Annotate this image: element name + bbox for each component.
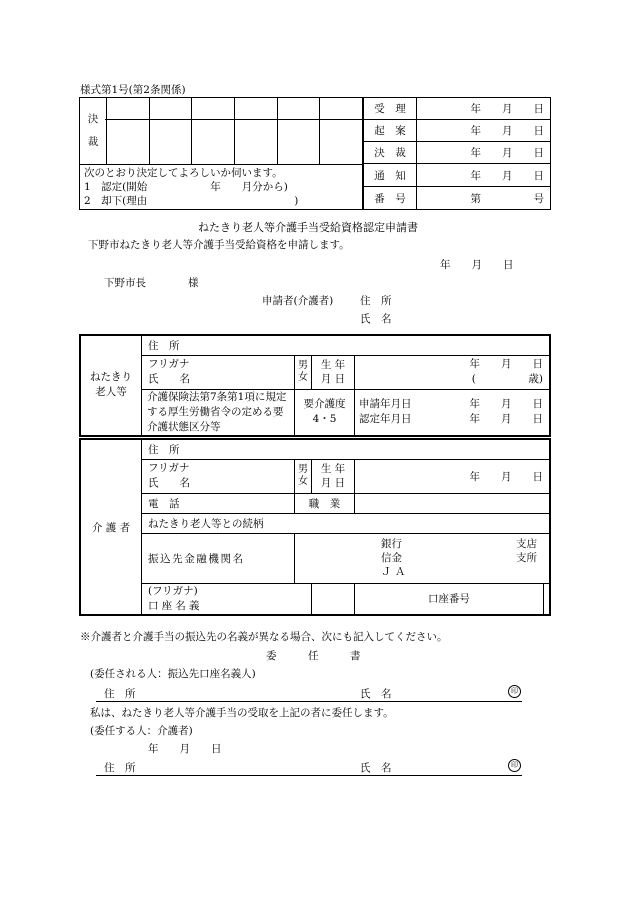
approval-stamp-cell[interactable] xyxy=(277,98,320,165)
delegator-underline[interactable] xyxy=(96,775,522,776)
seal-icon: 印 xyxy=(508,684,521,698)
caregiver-name[interactable]: フリガナ 氏 名 xyxy=(142,459,295,493)
caregiver-job-label: 職 業 xyxy=(295,493,355,513)
delegator-name-label: 氏 名 xyxy=(360,762,392,774)
receipt-date[interactable]: 年 月 日 xyxy=(417,98,551,120)
applicant-label: 申請者(介護者) xyxy=(262,295,334,307)
receipt-label: 受 理 xyxy=(364,98,417,120)
delegation-statement: 私は、ねたきり老人等介護手当の受取を上記の者に委任します。 xyxy=(90,707,394,719)
seal-icon: 印 xyxy=(508,758,521,772)
receipt-date[interactable]: 年 月 日 xyxy=(417,164,551,187)
account-name-extra[interactable] xyxy=(312,583,355,615)
approval-stamp-cell[interactable] xyxy=(106,98,149,165)
elderly-sex[interactable]: 男 女 xyxy=(295,355,312,389)
delegator-address-label: 住 所 xyxy=(104,762,136,774)
delegatee-underline[interactable] xyxy=(96,701,522,702)
note-text: ※介護者と介護手当の振込先の名義が異なる場合、次にも記入してください。 xyxy=(80,631,448,643)
approval-note: 次のとおり決定してよろしいか伺います。 1 認定(開始 年 月分から) 2 却下(理由 ) xyxy=(80,165,363,210)
application-date[interactable]: 年 月 日 xyxy=(440,259,514,271)
caregiver-address[interactable]: 住 所 xyxy=(142,439,551,459)
elderly-birth-label: 生 年 月 日 xyxy=(312,355,355,389)
approval-stamp-cell[interactable] xyxy=(234,98,277,165)
receipt-date[interactable]: 第 号 xyxy=(417,187,551,210)
receipt-label: 番 号 xyxy=(364,187,417,210)
approval-label: 決 裁 xyxy=(80,98,107,165)
caregiver-table xyxy=(79,438,551,616)
receipt-date[interactable]: 年 月 日 xyxy=(417,142,551,164)
care-level[interactable]: 要介護度 4・5 xyxy=(295,389,355,436)
form-title: ねたきり老人等介護手当受給資格認定申請書 xyxy=(198,221,418,234)
elderly-name[interactable]: フリガナ 氏 名 xyxy=(142,355,295,389)
delegatee-label: (委任される人：振込先口座名義人) xyxy=(90,668,256,680)
receipt-date[interactable]: 年 月 日 xyxy=(417,120,551,142)
elderly-birth-value[interactable]: 年 月 日 ( 歳) xyxy=(355,355,551,389)
approval-table xyxy=(79,97,363,210)
elderly-table xyxy=(79,334,551,437)
receipt-label: 決 裁 xyxy=(364,142,417,164)
addressee: 下野市長 様 xyxy=(104,277,199,289)
account-name[interactable]: (フリガナ) 口座名義 xyxy=(142,583,312,615)
elderly-address[interactable]: 住 所 xyxy=(142,335,551,355)
applicant-name-label: 氏 名 xyxy=(360,313,392,325)
delegation-title: 委 任 書 xyxy=(266,650,361,662)
delegatee-name-label: 氏 名 xyxy=(360,688,392,700)
care-description: 介護保険法第7条第1項に規定する厚生労働省令の定める要介護状態区分等 xyxy=(142,389,295,436)
approval-stamp-cell[interactable] xyxy=(149,98,192,165)
applicant-address-label: 住 所 xyxy=(360,295,392,307)
delegatee-address-label: 住 所 xyxy=(104,688,136,700)
receipt-table xyxy=(363,97,551,210)
caregiver-sex[interactable]: 男 女 xyxy=(295,459,312,493)
intro-text: 下野市ねたきり老人等介護手当受給資格を申請します。 xyxy=(88,239,350,251)
receipt-label: 通 知 xyxy=(364,164,417,187)
bank-label: 振込先金融機関名 xyxy=(142,533,295,583)
caregiver-birth-value[interactable]: 年 月 日 xyxy=(355,459,551,493)
account-no-value[interactable] xyxy=(543,583,550,615)
account-no-label: 口座番号 xyxy=(355,583,544,615)
approval-stamp-cell[interactable] xyxy=(192,98,235,165)
approval-stamp-cell[interactable] xyxy=(320,98,363,165)
caregiver-birth-label: 生 年 月 日 xyxy=(312,459,355,493)
care-dates-values[interactable]: 年 月 日 年 月 日 xyxy=(419,389,550,436)
elderly-section-label: ねたきり 老人等 xyxy=(80,335,142,436)
delegator-label: (委任する人：介護者) xyxy=(90,725,193,737)
caregiver-job-value[interactable] xyxy=(355,493,551,513)
caregiver-relation[interactable]: ねたきり老人等との続柄 xyxy=(142,513,551,533)
care-dates-labels: 申請年月日 認定年月日 xyxy=(355,389,420,436)
bank-value[interactable]: 銀行 信金 Ｊ Ａ 支店 支所 xyxy=(295,533,551,583)
delegation-date[interactable]: 年 月 日 xyxy=(148,743,222,755)
form-number: 様式第1号(第2条関係) xyxy=(80,84,186,96)
caregiver-section-label: 介 護 者 xyxy=(80,439,142,615)
caregiver-phone[interactable]: 電 話 xyxy=(142,493,295,513)
receipt-label: 起 案 xyxy=(364,120,417,142)
